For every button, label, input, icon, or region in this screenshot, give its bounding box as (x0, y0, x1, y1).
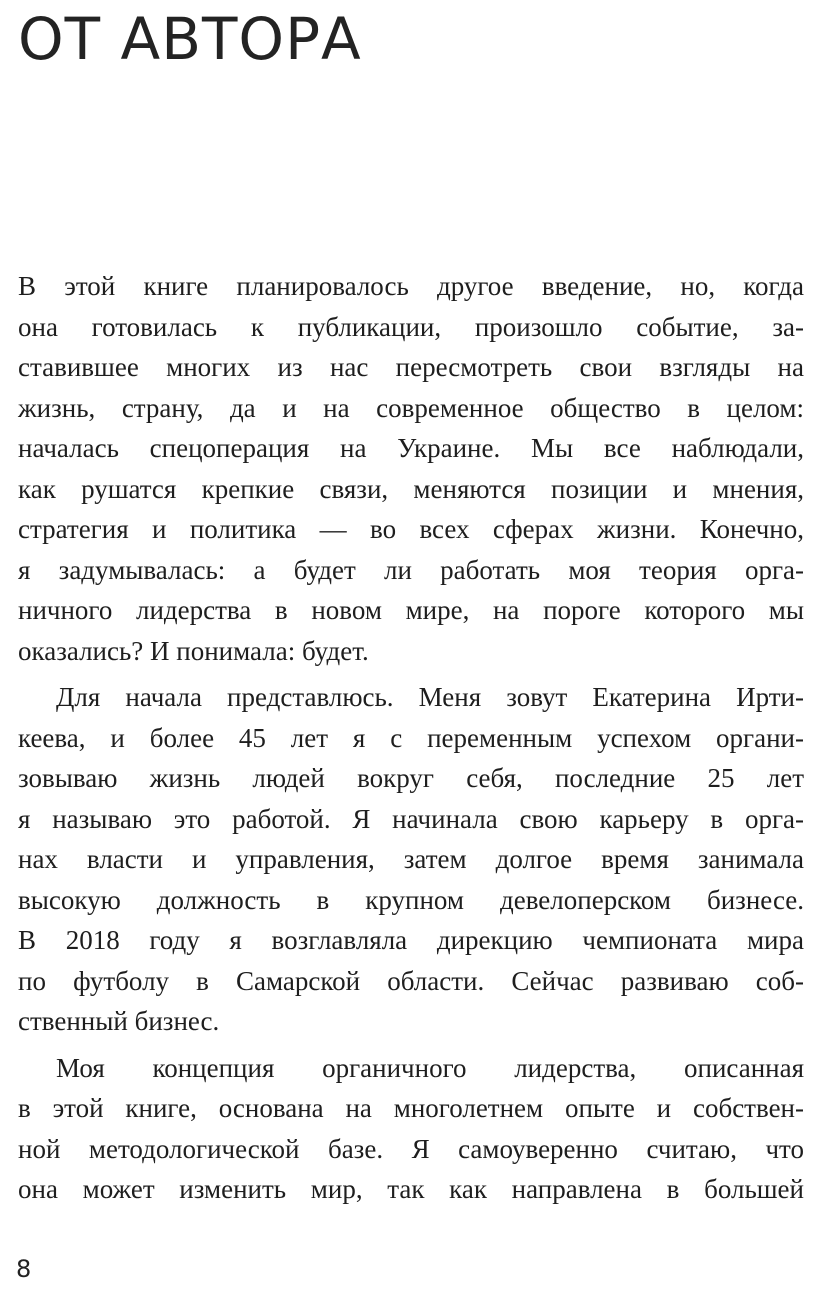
text-line: началась спецоперация на Украине. Мы все наблюдали, (18, 433, 804, 463)
text-line: ставившее многих из нас пересмотреть свои взгляды на (18, 352, 804, 382)
paragraph-3 (18, 1048, 804, 1210)
text-line: она может изменить мир, так как направлена в большей (18, 1174, 804, 1204)
text-line: кеева, и более 45 лет я с переменным успехом органи- (18, 722, 804, 753)
body-text (18, 266, 804, 1216)
text-line: нах власти и управления, затем долгое время занимала (18, 844, 804, 874)
text-line: в этой книге, основана на многолетнем опыте и собствен- (18, 1093, 804, 1123)
text-line: как рушатся крепкие связи, меняются позиции и мнения, (18, 473, 804, 504)
text-line: по футболу в Самарской области. Сейчас развиваю соб- (18, 965, 804, 996)
text-line: ственный бизнес. (18, 1006, 220, 1036)
text-line: оказались? И понимала: будет. (18, 635, 369, 666)
text-line: жизнь, страну, да и на современное общество в целом: (18, 392, 804, 423)
text-line: ной методологической базе. Я самоуверенно считаю, что (18, 1133, 804, 1164)
text-line: стратегия и политика — во всех сферах жизни. Конечно, (18, 514, 804, 544)
paragraph-2 (18, 677, 804, 1042)
text-line: я называю это работой. Я начинала свою карьеру в орга- (18, 803, 804, 834)
page-number: 8 (16, 1255, 32, 1283)
chapter-heading: ОТ АВТОРА (18, 5, 362, 73)
paragraph-1 (18, 266, 804, 671)
text-line: В 2018 году я возглавляла дирекцию чемпионата мира (18, 925, 804, 955)
text-line: высокую должность в крупном девелоперском бизнесе. (18, 884, 804, 915)
text-line: Для начала представлюсь. Меня зовут Екатерина Ирти- (56, 682, 804, 712)
text-line: она готовилась к публикации, произошло событие, за- (18, 311, 804, 342)
text-line: я задумывалась: а будет ли работать моя теория орга- (18, 554, 804, 585)
text-line: ничного лидерства в новом мире, на пороге которого мы (18, 595, 804, 625)
text-line: В этой книге планировалось другое введение, но, когда (18, 271, 804, 301)
text-line: Моя концепция органичного лидерства, описанная (56, 1052, 804, 1083)
text-line: зовываю жизнь людей вокруг себя, последние 25 лет (18, 763, 804, 793)
